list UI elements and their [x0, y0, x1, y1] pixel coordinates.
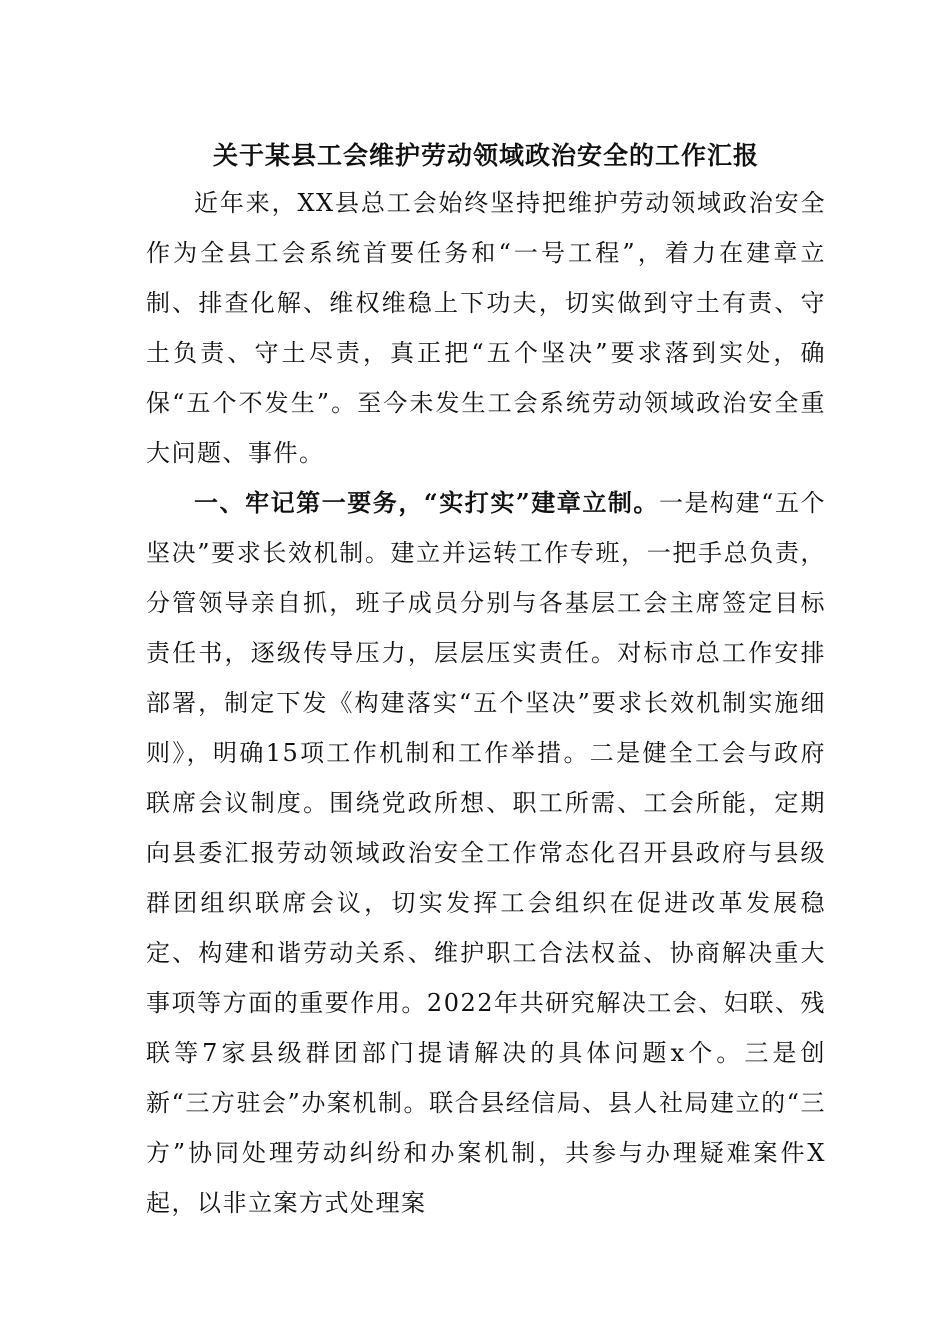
document-page: [146, 138, 826, 1228]
section-1-heading: 一、牢记第一要务，“实打实”建章立制。: [194, 488, 659, 517]
document-title: 关于某县工会维护劳动领域政治安全的工作汇报: [212, 141, 759, 170]
section-1-paragraph: [146, 478, 826, 1228]
section-1-body: 一是构建“五个坚决”要求长效机制。建立并运转工作专班，一把手总负责，分管领导亲自抓，班子成员分别与各基层工会主席签定目标责任书，逐级传导压力，层层压实责任。对标市总工作安排部署，制定下发《构建落实“五个坚决”要求长效机制实施细则》，明确15项工作机制和工作举措。二是健全工会与政府联席会议制度。围绕党政所想、职工所需、工会所能，定期向县委汇报劳动领域政治安全工作常态化召开县政府与县级群团组织联席会议，切实发挥工会组织在促进改革发展稳定、构建和谐劳动关系、维护职工合法权益、协商解决重大事项等方面的重要作用。2022年共研究解决工会、妇联、残联等7家县级群团部门提请解决的具体问题x个。三是创新“三方驻会”办案机制。联合县经信局、县人社局建立的“三方”协同处理劳动纠纷和办案机制，共参与办理疑难案件X起，以非立案方式处理案: [146, 489, 826, 1217]
intro-paragraph: 近年来，XX县总工会始终坚持把维护劳动领域政治安全作为全县工会系统首要任务和“一号工程”，着力在建章立制、排查化解、维权维稳上下功夫，切实做到守土有责、守土负责、守土尽责，真正把“五个坚决”要求落到实处，确保“五个不发生”。至今未发生工会系统劳动领域政治安全重大问题、事件。: [146, 189, 826, 467]
